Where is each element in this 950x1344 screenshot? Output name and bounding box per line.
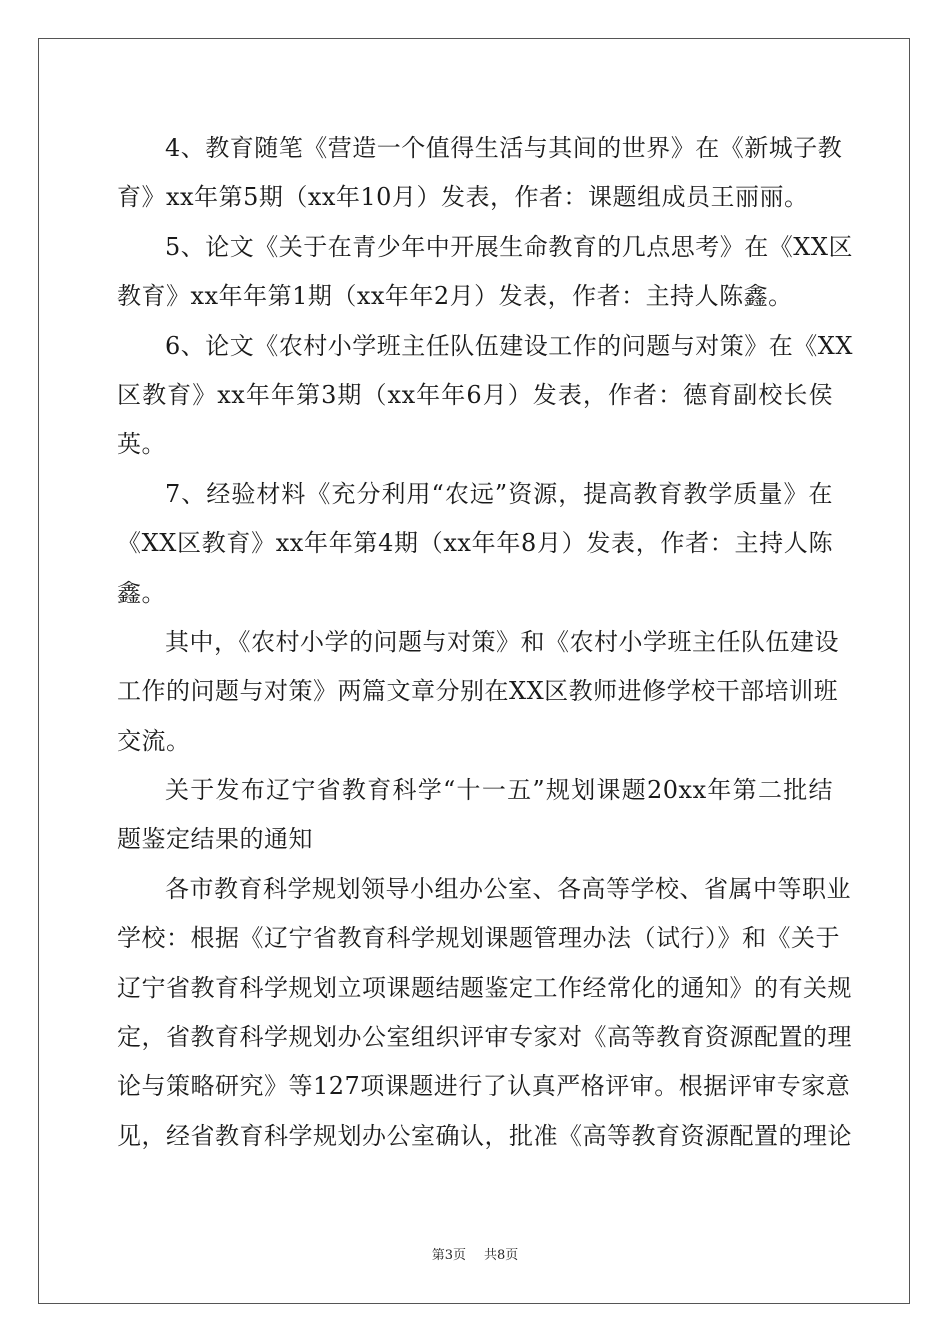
text-line: 教育》xx年年第1期（xx年年2月）发表，作者：主持人陈鑫。 [117,282,793,311]
paragraph-item-4 [117,124,843,223]
text-line: 辽宁省教育科学规划立项课题结题鉴定工作经常化的通知》的有关规 [117,973,852,1002]
text-line: 6、论文《农村小学班主任队伍建设工作的问题与对策》在《XX [165,331,853,360]
document-body [117,124,853,1161]
text-line: 育》xx年第5期（xx年10月）发表，作者：课题组成员王丽丽。 [117,183,809,212]
text-line: 英。 [117,430,166,459]
text-line: 交流。 [117,726,191,755]
text-line: 5、论文《关于在青少年中开展生命教育的几点思考》在《XX区 [165,232,853,261]
text-line: 定，省教育科学规划办公室组织评审专家对《高等教育资源配置的理 [117,1023,852,1052]
page-total: 共8页 [484,1248,519,1263]
text-line: 4、教育随笔《营造一个值得生活与其间的世界》在《新城子教 [165,134,843,162]
paragraph-summary [117,618,839,766]
text-line: 各市教育科学规划领导小组办公室、各高等学校、省属中等职业 [165,874,851,903]
text-line: 关于发布辽宁省教育科学“十一五”规划课题20xx年第二批结 [165,776,833,805]
paragraph-item-7 [117,470,833,618]
text-line: 论与策略研究》等127项课题进行了认真严格评审。根据评审专家意 [117,1072,851,1101]
notice-body [117,865,852,1161]
page-footer [0,1246,950,1266]
page-number: 第3页 [431,1248,466,1263]
text-line: 题鉴定结果的通知 [117,825,313,854]
text-line: 见，经省教育科学规划办公室确认，批准《高等教育资源配置的理论 [117,1121,852,1150]
paragraph-item-5 [117,223,853,322]
text-line: 区教育》xx年年第3期（xx年年6月）发表，作者：德育副校长侯 [117,380,833,409]
text-line: 《XX区教育》xx年年第4期（xx年年8月）发表，作者：主持人陈 [117,529,833,558]
text-line: 7、经验材料《充分利用“农远”资源，提高教育教学质量》在 [165,479,833,508]
text-line: 鑫。 [117,578,166,607]
text-line: 其中，《农村小学的问题与对策》和《农村小学班主任队伍建设 [165,627,839,656]
notice-title [117,766,833,865]
text-line: 工作的问题与对策》两篇文章分别在XX区教师进修学校干部培训班 [117,677,839,706]
text-line: 学校：根据《辽宁省教育科学规划课题管理办法（试行）》和《关于 [117,924,840,953]
paragraph-item-6 [117,322,853,470]
